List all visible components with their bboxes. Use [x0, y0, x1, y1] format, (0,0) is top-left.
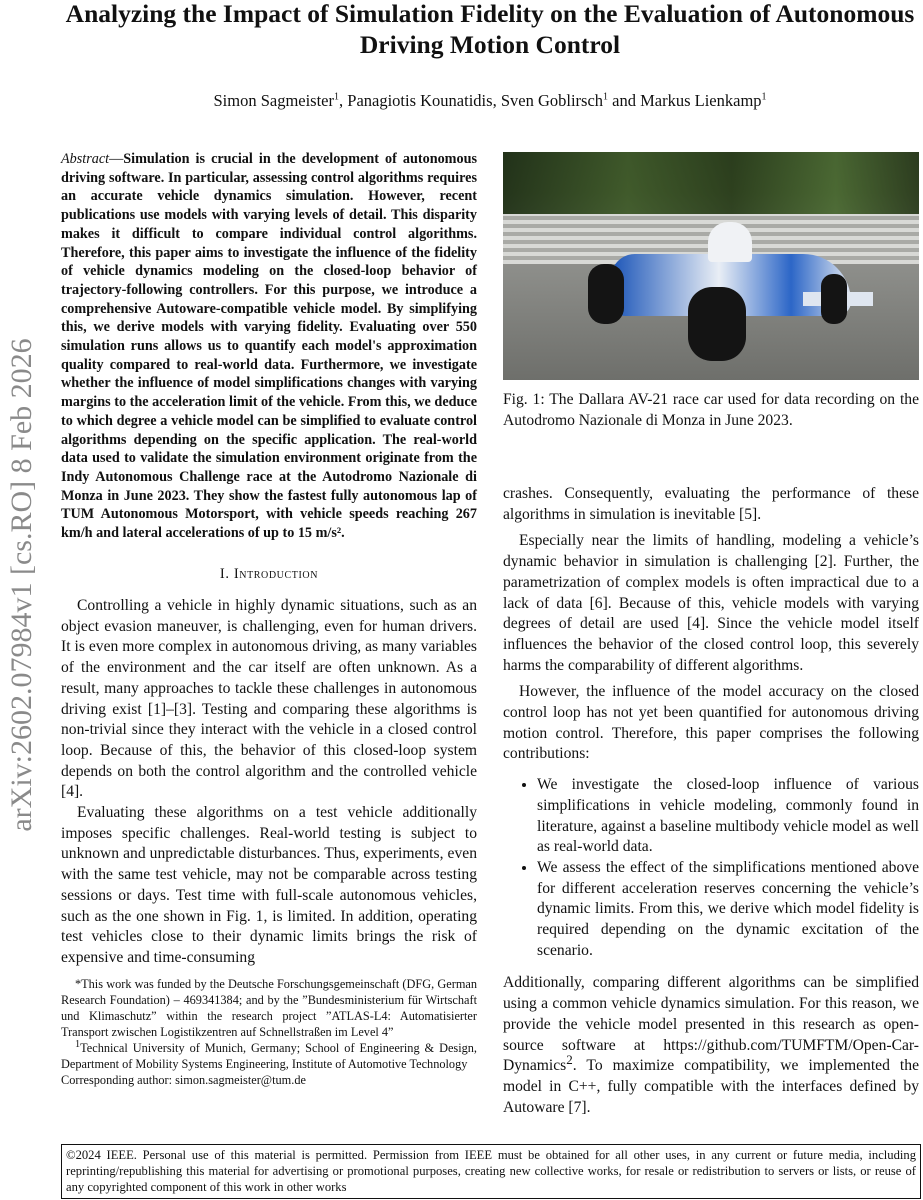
funding-footnote: *This work was funded by the Deutsche Forschungsgemeinschaft (DFG, German Research Foundation) – 469341384; and by the ”Bundesministerium für Wirtschaft und Klimaschutz” within the research project ”ATLAS-L4: Automatisierter Transport zwischen Logistikzentren auf Schnellstraßen im Level 4”: [61, 977, 477, 1039]
affiliation-text: Technical University of Munich, Germany; School of Engineering & Design, Department of Mobility Systems Engineering, Institute of Automotive Technology: [61, 1041, 477, 1071]
right-column-body: [503, 484, 919, 1118]
author-affiliation-mark: 1: [761, 91, 767, 103]
author-list: Simon Sagmeister$^1$, Panagiotis Kounatidis, Sven Goblirsch$^1$ and Markus Lienkamp$^1$: [213, 91, 767, 110]
figure-caption: Fig. 1: The Dallara AV-21 race car used for data recording on the Autodromo Nazionale di Monza in June 2023.: [503, 391, 919, 429]
continued-paragraph: crashes. Consequently, evaluating the performance of these algorithms in simulation is inevitable [5].: [503, 485, 919, 523]
arxiv-identifier: arXiv:2602.07984v1 [cs.RO] 8 Feb 2026: [5, 338, 38, 832]
paper-title: Analyzing the Impact of Simulation Fidelity on the Evaluation of Autonomous Driving Motion Control: [65, 0, 915, 59]
section-heading: [61, 566, 477, 583]
paragraph-text: Additionally, comparing different algorithms can be simplified using a common vehicle dynamics simulation. For this reason, we provide the vehicle model presented in this research as open-source software at https://github.com/TUMFTM/Open-Car-Dynamics: [503, 974, 919, 1075]
author-name: Markus Lienkamp: [640, 91, 762, 110]
footnotes: [61, 976, 477, 1088]
body-paragraph: Especially near the limits of handling, modeling a vehicle’s dynamic behavior in simulation is challenging [2]. Further, the parametrization of complex models is often impractical due to a lack of data [6]. Because of this, vehicle models with varying degrees of detail are used [4]. Since the vehicle model itself influences the behavior of the closed control loop, this severely harms the comparability of different algorithms.: [503, 532, 919, 674]
car-rollhoop: [708, 222, 752, 262]
contribution-item: • We investigate the closed-loop influence of various simplifications in vehicle modeling, commonly found in literature, against a baseline multibody vehicle model as well as real-world data.: [537, 775, 919, 858]
abstract-label: Abstract: [61, 151, 110, 167]
footnote-mark: 2: [566, 1052, 573, 1068]
author-name: Sven Goblirsch: [500, 91, 604, 110]
car-wheel: [688, 287, 746, 361]
race-car-photo: [503, 152, 919, 380]
car-wheel: [821, 274, 847, 324]
photo-trees: [503, 152, 919, 214]
section-number: I.: [219, 566, 230, 582]
author-name: Panagiotis Kounatidis: [347, 91, 493, 110]
contributions-list: [503, 775, 919, 961]
author-name: Simon Sagmeister: [213, 91, 335, 110]
intro-paragraph: Evaluating these algorithms on a test vehicle additionally imposes specific challenges. Real-world testing is subject to unknown and unpredictable disturbances. Thus, experiments, even with the same test vehicle, may not be comparable across testing sessions or days. Test time with full-scale autonomous vehicles, such as the one shown in Fig. 1, is limited. In addition, operating test vehicles close to their dynamic limits brings the risk of expensive and time-consuming: [61, 804, 477, 966]
author-affiliation-mark: 1: [603, 91, 609, 103]
contribution-item: • We assess the effect of the simplifications mentioned above for different acceleration reserves concerning the vehicle’s dynamic limits. From this, we derive which model fidelity is required depending on the dynamic excitation of the scenario.: [537, 858, 919, 962]
copyright-notice: ©2024 IEEE. Personal use of this material is permitted. Permission from IEEE must be obtained for all other uses, in any current or future media, including reprinting/republishing this material for advertising or promotional purposes, creating new collective works, for resale or redistribution to servers or lists, or reuse of any copyrighted component of this work in other works: [61, 1144, 921, 1199]
section-title: Introduction: [233, 566, 319, 582]
introduction-body: [61, 596, 477, 969]
affiliation-footnote: [61, 1040, 477, 1072]
arxiv-sidebar: [0, 0, 60, 960]
corresponding-author: Corresponding author: simon.sagmeister@tum.de: [61, 1073, 306, 1087]
car-wheel: [588, 264, 624, 324]
abstract-dash: —: [109, 151, 124, 167]
body-paragraph: [503, 973, 919, 1118]
paragraph-text: . To maximize compatibility, we implemented the model in C++, fully compatible with the interfaces defined by Autoware [7].: [503, 1057, 919, 1116]
body-paragraph: However, the influence of the model accuracy on the closed control loop has not yet been quantified for autonomous driving motion control. Therefore, this paper comprises the following contributions:: [503, 683, 919, 763]
author-affiliation-mark: 1: [334, 91, 340, 103]
intro-paragraph: Controlling a vehicle in highly dynamic situations, such as an object evasion maneuver, is challenging, even for human drivers. It is even more complex in autonomous driving, as many variables of the environment and the car itself are often unknown. As a result, many approaches to tackle these challenges in autonomous driving exist [1]–[3]. Testing and comparing these algorithms is non-trivial since they interact with the vehicle in a closed control loop. Because of this, the behavior of this closed-loop system depends on both the control algorithm and the controlled vehicle [4].: [61, 597, 477, 801]
affiliation-mark: 1: [75, 1038, 81, 1050]
abstract-text: Simulation is crucial in the development of autonomous driving software. In particular, assessing control algorithms requires an accurate vehicle dynamics simulation. However, recent publications use models with varying levels of detail. This disparity makes it difficult to compare individual control algorithms. Therefore, this paper aims to investigate the influence of the fidelity of vehicle dynamics modeling on the closed-loop behavior of trajectory-following controllers. For this purpose, we introduce a comprehensive Autoware-compatible vehicle model. By simplifying this, we derive models with varying fidelity. Evaluating over 550 simulation runs allows us to quantify each model's approximation quality compared to real-world data. Furthermore, we investigate whether the influence of model simplifications changes with varying margins to the acceleration limit of the vehicle. From this, we deduce to which degree a vehicle model can be simplified to evaluate control algorithms depending on the specific application. The real-world data used to validate the simulation environment originate from the Indy Autonomous Challenge race at the Autodromo Nazionale di Monza in June 2023. They show the fastest fully autonomous lap of TUM Autonomous Motorsport, with vehicle speeds reaching 267 km/h and lateral accelerations of up to 15 m/s².: [61, 151, 477, 542]
abstract: [61, 150, 477, 543]
